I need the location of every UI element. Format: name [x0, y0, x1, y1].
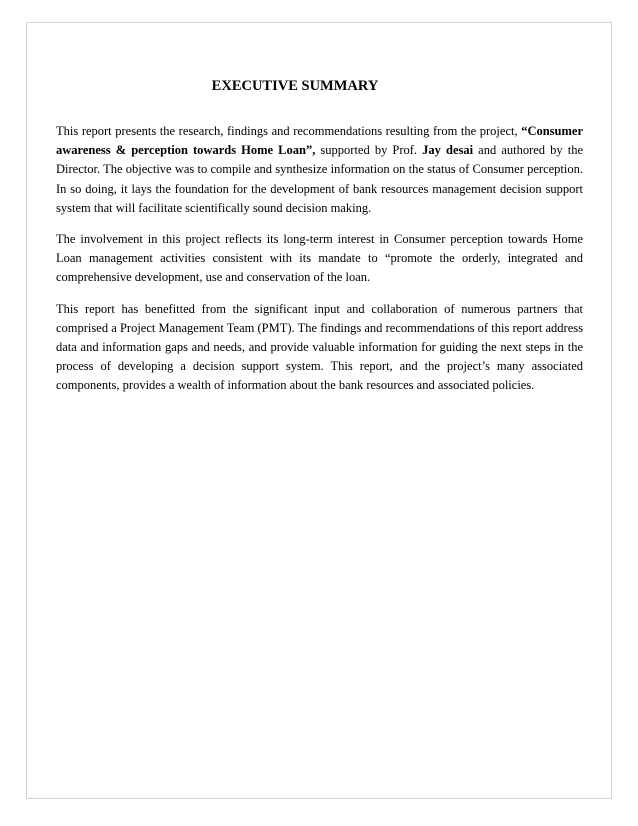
professor-name: Jay desai — [422, 143, 474, 158]
paragraph-benefits: This report has benefitted from the significant input and collaboration of numerous partners that comprised a Project Management Team (PMT). The findings and recommendations of this report address data and information gaps and needs, and provide valuable information for guiding the next steps in the process of developing a decision support system. This report, and the project’s many associated components, provides a wealth of information about the bank resources and associated policies. — [56, 301, 583, 393]
page-title: EXECUTIVE SUMMARY — [211, 78, 379, 94]
project-title: “Consumer awareness & perception towards Home Loan”, — [56, 124, 583, 158]
paragraph-intro — [56, 122, 583, 218]
paragraph-intro-text: This report presents the research, findings and recommendations resulting from the project, — [56, 124, 522, 138]
supported-by-text: supported by Prof. — [315, 143, 423, 158]
paragraph-involvement: The involvement in this project reflects its long-term interest in Consumer perception towards Home Loan management activities consistent with its mandate to “promote the orderly, integrated and comprehensive development, use and conservation of the loan. — [56, 232, 583, 285]
paragraph-intro-rest: and authored by the Director. The objective was to compile and synthesize information on the status of Consumer perception. In so doing, it lays the foundation for the development of bank resources management decision support system that will facilitate scientifically sound decision making. — [56, 143, 583, 215]
document-body — [56, 122, 583, 408]
